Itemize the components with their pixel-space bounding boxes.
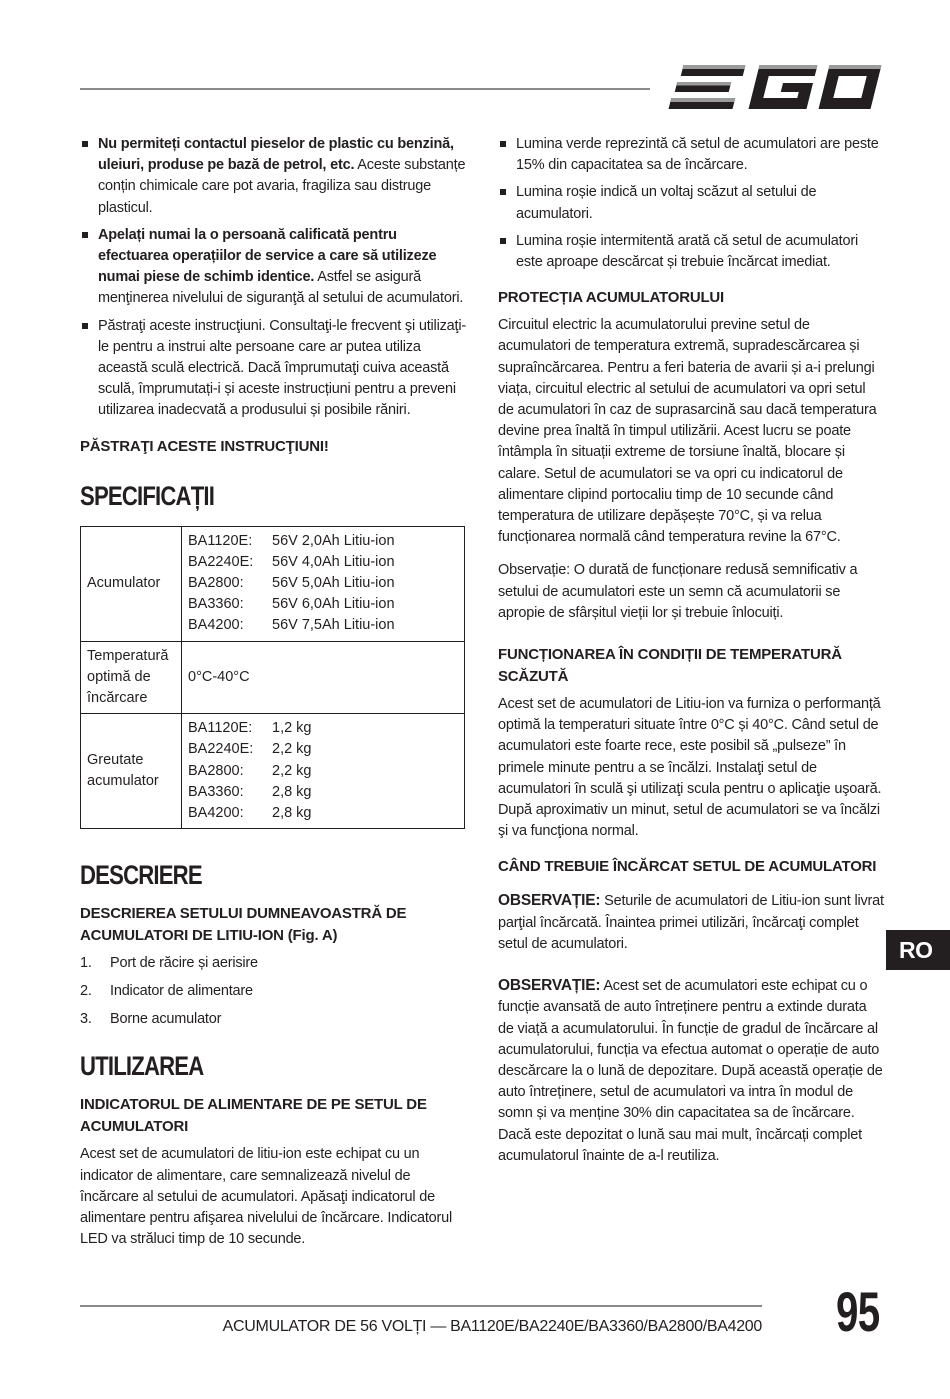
bullet-text: Astfel se asigură menţinerea nivelului de siguranţă al setului de acumulatori. — [98, 269, 464, 307]
item-text: Indicator de alimentare — [110, 983, 253, 1000]
table-row — [81, 526, 465, 641]
list-item — [80, 953, 466, 974]
note-paragraph-1 — [498, 890, 884, 955]
note-label: OBSERVAȚIE: — [498, 892, 601, 910]
value-cell: 56V 4,0Ah Litiu-ion — [272, 553, 395, 570]
value-cell: 2,8 kg — [272, 805, 312, 822]
footer-title: ACUMULATOR DE 56 VOLȚI — BA1120E/BA2240E/BA3360/BA2800/BA4200 — [222, 1318, 762, 1335]
cold-temperature-paragraph: Acest set de acumulatori de Litiu-ion va furniza o performanță optimă la temperaturi situate între 0°C și 40°C. Când setul de acumulatori este foarte rece, este posibil să „pulseze” în primele minute pentru a se încălzi. Instalaţi setul de acumulatori în sculă şi utilizaţi scula pentru o aplicaţie uşoară. După aproximativ un minut, setul de acumulatori se va încălzi şi va funcţiona normal. — [498, 696, 882, 840]
list-item — [80, 225, 466, 310]
note-paragraph-2 — [498, 975, 884, 1167]
led-bullets — [498, 134, 884, 273]
temperature-value: 0°C-40°C — [182, 641, 465, 714]
list-item: Lumina roșie intermitentă arată că setul de acumulatori este aproape descărcat și trebuie încărcat imediat. — [498, 231, 884, 273]
weight-label — [81, 714, 182, 829]
keep-instructions-heading: PĂSTRAŢI ACESTE INSTRUCŢIUNI! — [80, 437, 329, 455]
usage-subheading: INDICATORUL DE ALIMENTARE DE PE SETUL DE ACUMULATORI — [80, 1096, 427, 1136]
parts-list — [80, 953, 466, 1030]
label-line: acumulator — [87, 773, 159, 790]
value-cell: 56V 5,0Ah Litiu-ion — [272, 575, 395, 592]
model-cell: BA2800: — [188, 762, 244, 779]
battery-label: Acumulator — [81, 526, 182, 641]
ego-logo — [668, 63, 882, 111]
item-number: 1. — [80, 955, 92, 972]
item-text: Port de răcire și aerisire — [110, 955, 258, 972]
model-cell: BA2800: — [188, 575, 244, 592]
charging-heading: CÂND TREBUIE ÎNCĂRCAT SETUL DE ACUMULATORI — [498, 858, 877, 876]
list-item — [80, 981, 466, 1002]
header-rule — [80, 88, 650, 90]
language-tab: RO — [886, 930, 950, 970]
weight-values — [182, 714, 465, 829]
value-cell: 2,2 kg — [272, 762, 312, 779]
label-line: încărcare — [87, 690, 148, 707]
list-item: Lumina roșie indică un voltaj scăzut al setului de acumulatori. — [498, 182, 884, 224]
note-text: Seturile de acumulatori de Litiu-ion sunt livrat parţial încărcată. Înaintea primei utilizări, încărcaţi complet setul de acumulatori. — [498, 893, 884, 952]
model-cell: BA4200: — [188, 805, 244, 822]
model-cell: BA1120E: — [188, 532, 253, 549]
item-number: 3. — [80, 1011, 92, 1028]
model-cell: BA2240E: — [188, 741, 254, 758]
page-number: 95 — [836, 1280, 880, 1343]
protection-paragraph: Circuitul electric la acumulatorului previne setul de acumulatori de temperatura extremă, supradescărcarea și supraîncărcarea. Pentru a feri bateria de avarii și a-i prelungi viața, circuitul electric al setului de acumulatori va opri setul de acumulatori în caz de suprasarcină sau dacă temperatura devine prea înaltă în timpul utilizării. Acest lucru se poate întâmpla în situații extreme de torsiune înaltă, blocare și calare. Setul de acumulatori se va opri cu indicatorul de alimentare clipind portocaliu timp de 10 secunde când temperatura de utilizare depășește 70°C, și va relua funcționarea normală când temperatura revine la 67°C. — [498, 317, 877, 546]
bullet-bold-text: Apelați numai la o persoană calificată pentru efectuarea operațiilor de service a care să utilizeze numai piese de schimb identice. — [98, 226, 437, 286]
footer-rule — [80, 1305, 762, 1307]
battery-values — [182, 526, 465, 641]
list-item — [80, 316, 466, 422]
bullet-text: Păstraţi aceste instrucţiuni. Consultaţi-le frecvent şi utilizaţi-le pentru a instrui alte persoane care ar putea utiliza această sculă electrică. Dacă împrumutaţi cuiva această sculă, împrumutați-i și aceste instrucțiuni pentru a preveni utilizarea inadecvată a produsului și posibile răniri. — [98, 317, 466, 419]
model-cell: BA3360: — [188, 596, 244, 613]
list-item — [80, 134, 466, 219]
cold-temperature-heading: FUNCȚIONAREA ÎN CONDIȚII DE TEMPERATURĂ SCĂZUTĂ — [498, 646, 842, 686]
item-text: Borne acumulator — [110, 1011, 222, 1028]
value-cell: 56V 6,0Ah Litiu-ion — [272, 596, 395, 613]
description-heading: DESCRIERE — [80, 860, 202, 891]
item-number: 2. — [80, 983, 92, 1000]
bullet-text: Aceste substanțe conțin chimicale care pot avaria, fragiliza sau distruge plasticul. — [98, 157, 466, 216]
label-line: optimă de — [87, 668, 151, 685]
model-cell: BA2240E: — [188, 553, 254, 570]
label-line: Greutate — [87, 752, 144, 769]
safety-bullets — [80, 134, 466, 422]
list-item: Lumina verde reprezintă că setul de acumulatori are peste 15% din capacitatea sa de încărcare. — [498, 134, 884, 176]
protection-heading: PROTECȚIA ACUMULATORULUI — [498, 289, 725, 307]
table-row — [81, 714, 465, 829]
usage-heading: UTILIZAREA — [80, 1051, 204, 1082]
spec-table — [80, 526, 465, 830]
right-column — [498, 134, 884, 1167]
description-subheading: DESCRIEREA SETULUI DUMNEAVOASTRĂ DE ACUMULATORI DE LITIU-ION (Fig. A) — [80, 905, 407, 945]
value-cell: 2,2 kg — [272, 741, 312, 758]
bullet-bold-text: Nu permiteți contactul pieselor de plastic cu benzină, uleiuri, produse pe bază de petrol, etc. — [98, 136, 454, 174]
value-cell: 1,2 kg — [272, 720, 312, 737]
list-item — [80, 1009, 466, 1030]
observation-paragraph: Observație: O durată de funcționare redusă semnificativ a setului de acumulatori este un semn că acumulatorii se apropie de sfârșitul vieții lor și trebuie înlocuiți. — [498, 562, 858, 621]
model-cell: BA1120E: — [188, 720, 253, 737]
label-line: Temperatură — [87, 647, 169, 664]
temperature-label — [81, 641, 182, 714]
value-cell: 2,8 kg — [272, 783, 312, 800]
model-cell: BA4200: — [188, 617, 244, 634]
table-row — [81, 641, 465, 714]
usage-paragraph: Acest set de acumulatori de litiu-ion este echipat cu un indicator de alimentare, care semnalizează nivelul de încărcare al setului de acumulatori. Apăsaţi indicatorul de alimentare pentru afişarea nivelului de încărcare. Indicatorul LED va străluci timp de 10 secunde. — [80, 1146, 453, 1248]
left-column — [80, 134, 466, 1251]
value-cell: 56V 2,0Ah Litiu-ion — [272, 532, 395, 549]
value-cell: 56V 7,5Ah Litiu-ion — [272, 617, 395, 634]
model-cell: BA3360: — [188, 783, 244, 800]
note-text: Acest set de acumulatori este echipat cu o funcție avansată de auto întreținere pentru a extinde durata de viață a acumulatorului. În funcție de gradul de încărcare al acumulatorului, funcția va efectua automat o operație de auto descărcare la o lună de depozitare. După această operație de auto întreținere, setul de acumulatori va intra în modul de somn și va menține 30% din capacitatea sa de încărcare. Dacă este depozitat o lună sau mai mult, încărcați complet acumulatorul înainte de a-l reutiliza. — [498, 978, 883, 1164]
note-label: OBSERVAȚIE: — [498, 977, 601, 995]
specifications-heading: SPECIFICAȚII — [80, 480, 215, 511]
